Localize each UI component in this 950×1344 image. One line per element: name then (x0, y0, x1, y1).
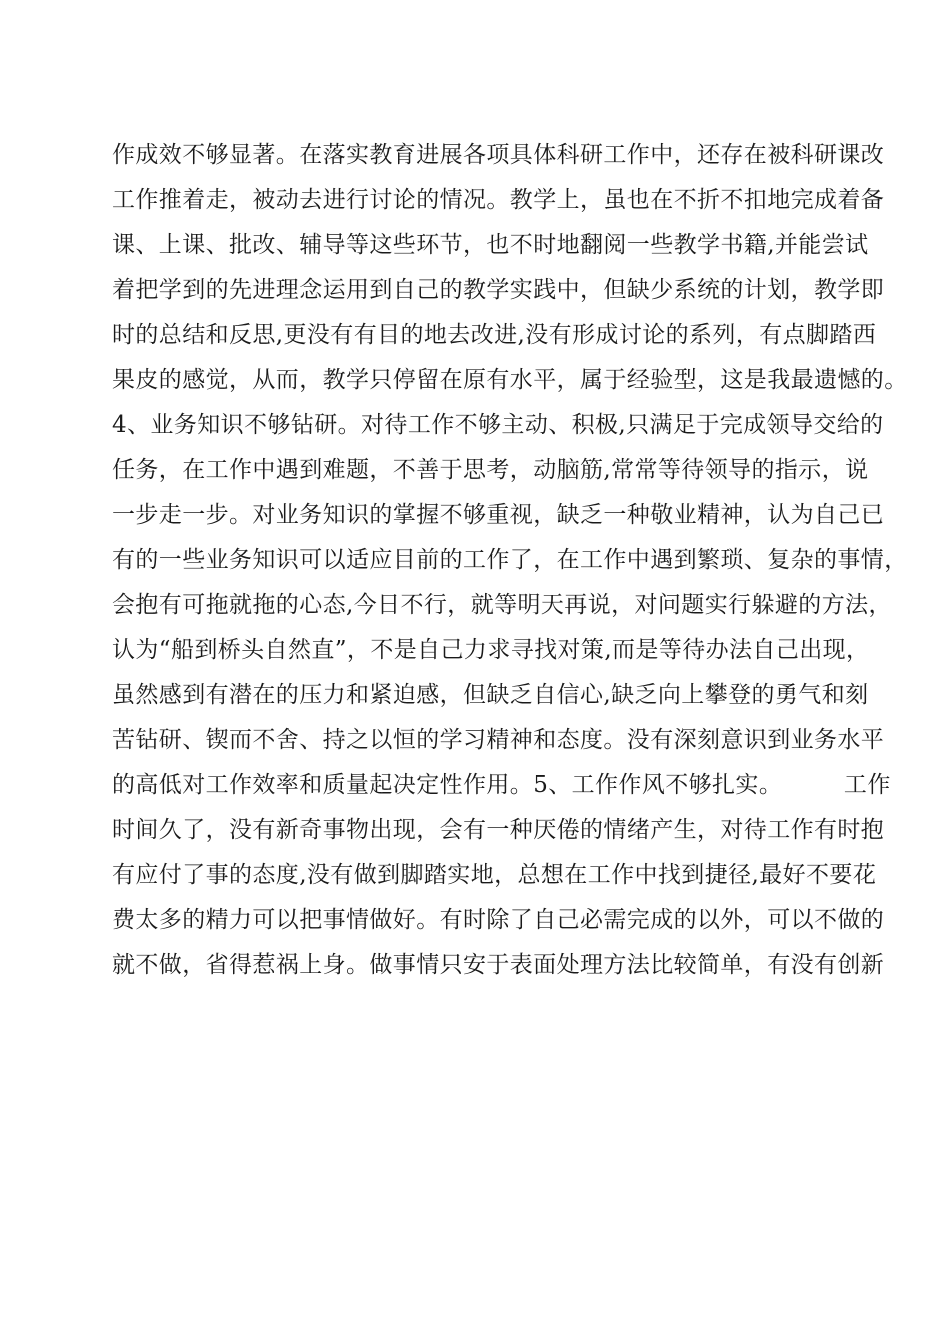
text-line: 虽然感到有潜在的压力和紧迫感，但缺乏自信心,缺乏向上攀登的勇气和刻 (112, 682, 869, 708)
text-line: 的高低对工作效率和质量起决定性作用。5、工作作风不够扎实。 工作 (112, 772, 891, 798)
text-line: 时的总结和反思,更没有有目的地去改进,没有形成讨论的系列，有点脚踏西 (112, 322, 877, 348)
text-line: 4、业务知识不够钻研。对待工作不够主动、积极,只满足于完成领导交给的 (112, 412, 884, 438)
text-line: 一步走一步。对业务知识的掌握不够重视，缺乏一种敬业精神，认为自己已 (112, 502, 885, 528)
text-line: 任务，在工作中遇到难题，不善于思考，动脑筋,常常等待领导的指示，说 (112, 457, 869, 483)
text-line: 就不做，省得惹祸上身。做事情只安于表面处理方法比较简单，有没有创新 (112, 952, 885, 978)
text-line: 有的一些业务知识可以适应目前的工作了，在工作中遇到繁琐、复杂的事情， (112, 547, 908, 573)
text-line: 果皮的感觉，从而，教学只停留在原有水平，属于经验型，这是我最遗憾的。 (112, 367, 908, 393)
text-line: 作成效不够显著。在落实教育进展各项具体科研工作中，还存在被科研课改 (112, 142, 885, 168)
text-line: 有应付了事的态度,没有做到脚踏实地，总想在工作中找到捷径,最好不要花 (112, 862, 877, 888)
body-text (112, 133, 908, 988)
text-line: 工作推着走，被动去进行讨论的情况。教学上，虽也在不折不扣地完成着备 (112, 187, 885, 213)
text-line: 会抱有可拖就拖的心态,今日不行，就等明天再说，对问题实行躲避的方法， (112, 592, 892, 618)
text-line: 着把学到的先进理念运用到自己的教学实践中，但缺少系统的计划，教学即 (112, 277, 885, 303)
text-line: 费太多的精力可以把事情做好。有时除了自己必需完成的以外，可以不做的 (112, 907, 885, 933)
text-line: 课、上课、批改、辅导等这些环节，也不时地翻阅一些教学书籍,并能尝试 (112, 232, 869, 258)
text-line: 苦钻研、锲而不舍、持之以恒的学习精神和态度。没有深刻意识到业务水平 (112, 727, 885, 753)
text-line: 时间久了，没有新奇事物出现，会有一种厌倦的情绪产生，对待工作有时抱 (112, 817, 885, 843)
text-line: 认为“船到桥头自然直”，不是自己力求寻找对策,而是等待办法自己出现， (112, 637, 870, 663)
